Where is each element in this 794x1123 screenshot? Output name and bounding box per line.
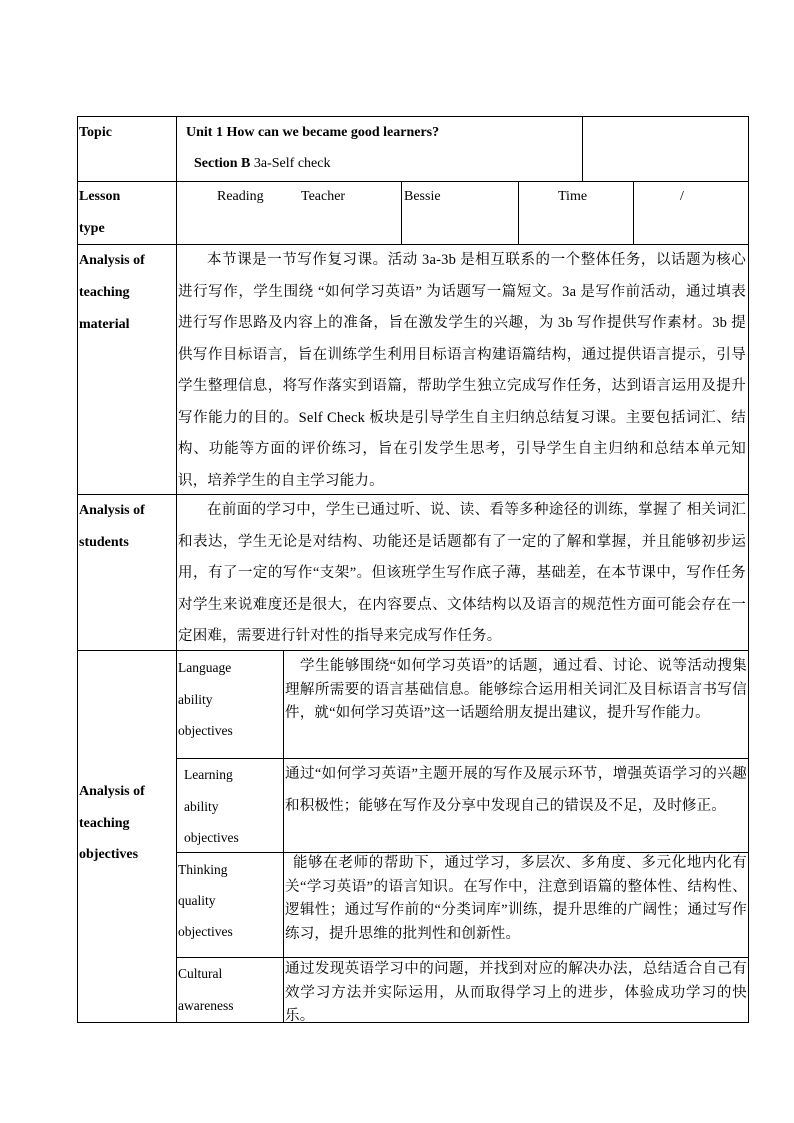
lesson-label-line1: Lesson xyxy=(79,189,121,204)
section-title-bold: Section B xyxy=(194,156,251,171)
column-divider xyxy=(582,116,583,181)
column-divider xyxy=(176,116,177,1023)
thinking-objective-text: 能够在老师的帮助下，通过学习，多层次、多角度、多元化地内化有关“学习英语”的语言知识。在写作中，注意到语篇的整体性、结构性、逻辑性；通过写作前的“分类词库”训练，提升思维的广阔性；通过写作练习，提升思维的批判性和创新性。 xyxy=(285,855,747,942)
section-title xyxy=(194,148,330,180)
thinking-objective-label-line2: quality xyxy=(178,893,216,908)
cultural-objective-label-line2: awareness xyxy=(178,998,234,1013)
language-objective-label-line2: ability xyxy=(178,692,213,707)
column-divider xyxy=(518,181,519,244)
students-label-line2: students xyxy=(79,535,129,550)
language-objective-text: 学生能够围绕“如何学习英语”的话题，通过看、讨论、说等活动搜集理解所需要的语言基础信息。能够综合运用相关词汇及目标语言书写信件，就“如何学习英语”这一话题给朋友提出建议，提升写作能力。 xyxy=(285,658,747,721)
material-label-line3: material xyxy=(79,317,130,332)
material-label-line2: teaching xyxy=(79,285,130,300)
thinking-objective-label-line3: objectives xyxy=(178,924,233,939)
column-divider xyxy=(283,650,284,1023)
section-title-rest: 3a-Self check xyxy=(250,156,331,171)
objectives-label-line1: Analysis of xyxy=(79,784,145,799)
thinking-objective-label-line1: Thinking xyxy=(178,862,228,877)
learning-objective-text: 通过“如何学习英语”主题开展的写作及展示环节，增强英语学习的兴趣和积极性；能够在写作及分享中发现自己的错误及不足，及时修正。 xyxy=(285,766,747,814)
unit-title: Unit 1 How can we became good learners? xyxy=(186,125,440,140)
lesson-label-line2: type xyxy=(79,221,105,236)
teacher-label: Teacher xyxy=(301,189,346,204)
material-label-line1: Analysis of xyxy=(79,253,145,268)
objectives-label-line3: objectives xyxy=(79,847,139,862)
learning-objective-label-line3: objectives xyxy=(184,830,239,845)
time-label: Time xyxy=(558,189,588,204)
objectives-label-line2: teaching xyxy=(79,816,130,831)
lesson-type-value: Reading xyxy=(217,189,264,204)
cultural-objective-text: 通过发现英语学习中的问题，并找到对应的解决办法，总结适合自己有效学习方法并实际运用，从而取得学习上的进步，体验成功学习的快乐。 xyxy=(285,961,747,1024)
column-divider xyxy=(633,181,634,244)
teacher-value: Bessie xyxy=(404,189,441,204)
learning-objective-label-line1: Learning xyxy=(184,767,233,782)
time-value: / xyxy=(680,189,684,204)
topic-label: Topic xyxy=(79,125,112,140)
learning-objective-label-line2: ability xyxy=(184,799,219,814)
students-label-line1: Analysis of xyxy=(79,503,145,518)
column-divider xyxy=(401,181,402,244)
students-text: 在前面的学习中，学生已通过听、说、读、看等多种途径的训练，掌握了 相关词汇和表达，学生无论是对结构、功能还是话题都有了一定的了解和掌握，并且能够初步运用，有了一定的写作“支架”。但该班学生写作底子薄，基础差，在本节课中，写作任务对学生来说难度还是很大，在内容要点、文体结构以及语言的规范性方面可能会存在一定困难，需要进行针对性的指导来完成写作任务。 xyxy=(178,502,746,644)
language-objective-label-line1: Language xyxy=(178,660,232,675)
cultural-objective-label-line1: Cultural xyxy=(178,966,223,981)
language-objective-label-line3: objectives xyxy=(178,723,233,738)
material-text: 本节课是一节写作复习课。活动 3a-3b 是相互联系的一个整体任务，以话题为核心进行写作，学生围绕 “如何学习英语” 为话题写一篇短文。3a 是写作前活动，通过填表进行写作思路及内容上的准备，旨在激发学生的兴趣，为 3b 写作提供写作素材。3b 提供写作目标语言，旨在训练学生利用目标语言构建语篇结构，通过提供语言提示，引导学生整理信息，将写作落实到语篇，帮助学生独立完成写作任务，达到语言运用及提升写作能力的目的。Self Check 板块是引导学生自主归纳总结复习课。主要包括词汇、结构、功能等方面的评价练习，旨在引发学生思考，引导学生自主归纳和总结本单元知识，培养学生的自主学习能力。 xyxy=(178,252,746,489)
